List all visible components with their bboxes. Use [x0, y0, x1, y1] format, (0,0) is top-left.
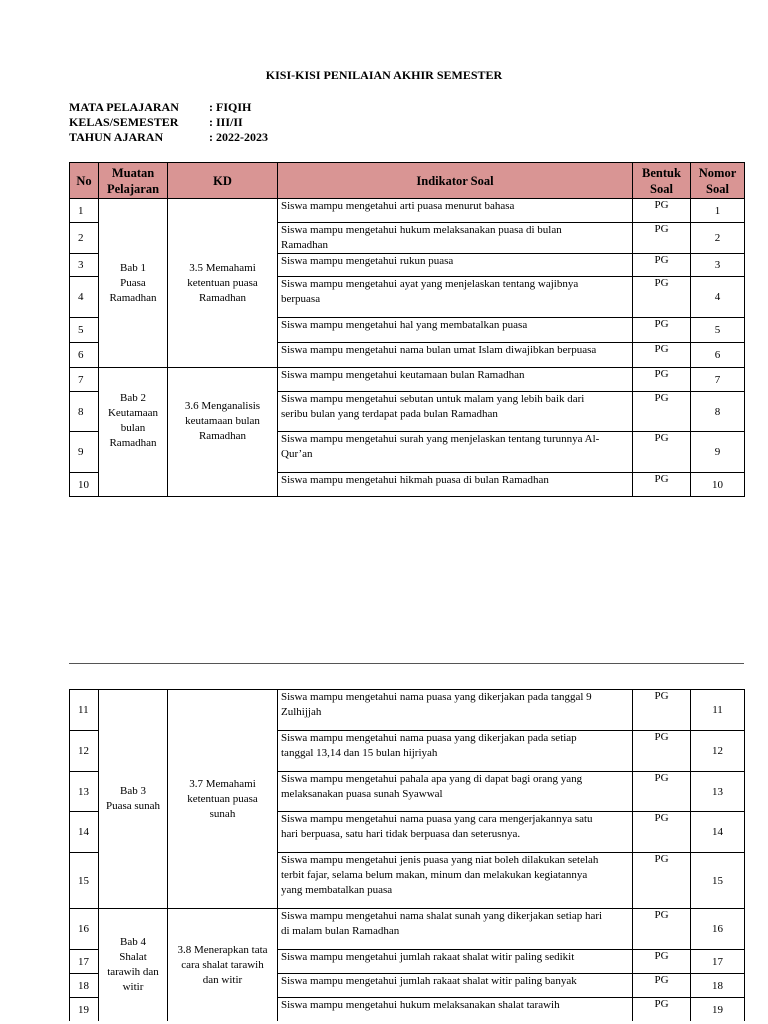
indikator-line: terbit fajar, selama belum makan, minum dan melakukan kegiatannya [281, 869, 588, 881]
bentuk-soal-cell: PG [633, 318, 691, 343]
indikator-cell [278, 343, 633, 368]
kd-cell [168, 199, 278, 368]
indikator-cell [278, 223, 633, 254]
header-bentuk-line: Bentuk [642, 165, 681, 180]
bentuk-soal-cell: PG [633, 473, 691, 497]
page-separator [69, 663, 744, 664]
row-number: 18 [70, 974, 99, 998]
muatan-line: Ramadhan [109, 291, 157, 304]
nomor-soal-cell: 16 [691, 909, 745, 950]
kd-line: 3.5 Memahami [189, 261, 256, 274]
page-gap [0, 501, 768, 663]
bentuk-soal-cell: PG [633, 974, 691, 998]
nomor-soal-cell: 4 [691, 277, 745, 318]
indikator-line: Qur’an [281, 448, 313, 460]
indikator-line: Siswa mampu mengetahui nama bulan umat Islam diwajibkan berpuasa [281, 344, 597, 356]
kd-line: cara shalat tarawih [181, 958, 264, 971]
indikator-cell [278, 974, 633, 998]
document-meta [69, 100, 268, 145]
row-number: 14 [70, 812, 99, 853]
indikator-cell [278, 392, 633, 432]
nomor-soal-cell: 6 [691, 343, 745, 368]
row-number: 8 [70, 392, 99, 432]
kd-line: keutamaan bulan [185, 414, 260, 427]
muatan-line: witir [122, 981, 144, 993]
cell-spacer [168, 444, 277, 466]
indikator-line: Siswa mampu mengetahui ayat yang menjelaskan tentang wajibnya [281, 278, 579, 290]
bentuk-soal-cell: PG [633, 998, 691, 1022]
indikator-line: Ramadhan [281, 239, 329, 251]
indikator-line: melaksanakan puasa sunah Syawwal [281, 788, 443, 800]
kd-line: Ramadhan [198, 429, 247, 442]
header-bentuk [633, 163, 691, 199]
row-number: 5 [70, 318, 99, 343]
kd-line: Ramadhan [198, 291, 247, 304]
nomor-soal-cell: 12 [691, 731, 745, 772]
nomor-soal-cell: 10 [691, 473, 745, 497]
header-nomor-line: Soal [706, 181, 729, 196]
bentuk-soal-cell: PG [633, 690, 691, 731]
muatan-line: Shalat [119, 951, 147, 963]
meta-label: MATA PELAJARAN [69, 100, 179, 114]
indikator-cell [278, 731, 633, 772]
header-muatan-line: Pelajaran [106, 181, 160, 196]
indikator-cell [278, 998, 633, 1022]
indikator-cell [278, 690, 633, 731]
muatan-line: bulan [120, 422, 146, 434]
kd-line: sunah [209, 807, 236, 820]
row-number: 17 [70, 950, 99, 974]
indikator-cell [278, 950, 633, 974]
nomor-soal-cell: 3 [691, 254, 745, 277]
cell-spacer [99, 451, 167, 473]
kd-cell [168, 368, 278, 497]
row-number: 9 [70, 432, 99, 473]
nomor-soal-cell: 9 [691, 432, 745, 473]
kd-cell [168, 909, 278, 1022]
muatan-line: Bab 4 [120, 936, 146, 948]
indikator-cell [278, 853, 633, 909]
row-number: 2 [70, 223, 99, 254]
table-row [70, 199, 745, 223]
header-muatan-line: Muatan [111, 165, 155, 180]
table-row [70, 368, 745, 392]
indikator-line: Siswa mampu mengetahui pahala apa yang di dapat bagi orang yang [281, 773, 583, 785]
muatan-line: Bab 3 [120, 785, 146, 797]
kd-line: 3.8 Menerapkan tata [177, 943, 268, 956]
muatan-line: Puasa [120, 276, 146, 289]
nomor-soal-cell: 14 [691, 812, 745, 853]
table-body-page-1 [70, 199, 745, 497]
indikator-line: Siswa mampu mengetahui jumlah rakaat shalat witir paling sedikit [281, 951, 575, 963]
indikator-cell [278, 318, 633, 343]
header-muatan [99, 163, 168, 199]
indikator-line: Siswa mampu mengetahui hal yang membatalkan puasa [281, 319, 528, 331]
header-nomor-line: Nomor [698, 165, 737, 180]
meta-row-class [69, 115, 268, 130]
bentuk-soal-cell: PG [633, 853, 691, 909]
indikator-cell [278, 432, 633, 473]
meta-value: : III/II [209, 115, 243, 129]
kd-line: 3.7 Memahami [189, 777, 256, 790]
bentuk-soal-cell: PG [633, 812, 691, 853]
indikator-line: Siswa mampu mengetahui surah yang menjelaskan tentang turunnya Al- [281, 433, 600, 445]
bentuk-soal-cell: PG [633, 432, 691, 473]
indikator-line: Siswa mampu mengetahui nama puasa yang dikerjakan pada setiap [281, 732, 577, 744]
indikator-cell [278, 473, 633, 497]
header-kd: KD [168, 163, 278, 199]
table-header-row [70, 163, 745, 199]
indikator-line: Siswa mampu mengetahui hukum melaksanakan puasa di bulan [281, 224, 562, 236]
muatan-cell [99, 199, 168, 368]
document-title: KISI-KISI PENILAIAN AKHIR SEMESTER [265, 68, 503, 82]
muatan-cell [99, 690, 168, 909]
bentuk-soal-cell: PG [633, 343, 691, 368]
indikator-line: Siswa mampu mengetahui jumlah rakaat shalat witir paling banyak [281, 975, 577, 987]
bentuk-soal-cell: PG [633, 199, 691, 223]
grid-table-page-2 [69, 689, 745, 1022]
indikator-line: di malam bulan Ramadhan [281, 925, 400, 937]
row-number: 4 [70, 277, 99, 318]
row-number: 7 [70, 368, 99, 392]
nomor-soal-cell: 18 [691, 974, 745, 998]
nomor-soal-cell: 7 [691, 368, 745, 392]
bentuk-soal-cell: PG [633, 909, 691, 950]
bentuk-soal-cell: PG [633, 772, 691, 812]
header-bentuk-line: Soal [650, 181, 673, 196]
indikator-line: seribu bulan yang terdapat pada bulan Ramadhan [281, 408, 498, 420]
muatan-line: Bab 2 [120, 392, 146, 404]
row-number: 6 [70, 343, 99, 368]
indikator-line: Siswa mampu mengetahui rukun puasa [281, 255, 454, 267]
indikator-line: Siswa mampu mengetahui nama shalat sunah yang dikerjakan setiap hari [281, 910, 603, 922]
table-row [70, 690, 745, 731]
kd-line: ketentuan puasa [187, 276, 258, 289]
indikator-line: Siswa mampu mengetahui hukum melaksanakan shalat tarawih [281, 999, 560, 1011]
table-body-page-2 [70, 690, 745, 1022]
indikator-cell [278, 812, 633, 853]
row-number: 3 [70, 254, 99, 277]
nomor-soal-cell: 2 [691, 223, 745, 254]
indikator-line: Zulhijjah [281, 706, 322, 718]
bentuk-soal-cell: PG [633, 731, 691, 772]
row-number: 11 [70, 690, 99, 731]
bentuk-soal-cell: PG [633, 950, 691, 974]
indikator-line: Siswa mampu mengetahui hikmah puasa di bulan Ramadhan [281, 474, 549, 486]
indikator-cell [278, 254, 633, 277]
meta-value: : 2022-2023 [209, 130, 268, 144]
row-number: 1 [70, 199, 99, 223]
row-number: 16 [70, 909, 99, 950]
indikator-line: Siswa mampu mengetahui jenis puasa yang niat boleh dilakukan setelah [281, 854, 599, 866]
indikator-line: tanggal 13,14 dan 15 bulan hijriyah [281, 747, 438, 759]
nomor-soal-cell: 8 [691, 392, 745, 432]
grid-table-page-1 [69, 162, 745, 497]
kd-cell [168, 690, 278, 909]
nomor-soal-cell: 1 [691, 199, 745, 223]
meta-label: TAHUN AJARAN [69, 130, 164, 144]
bentuk-soal-cell: PG [633, 392, 691, 432]
indikator-cell [278, 199, 633, 223]
row-number: 10 [70, 473, 99, 497]
muatan-line: Puasa sunah [105, 800, 161, 812]
muatan-line: Keutamaan [107, 407, 159, 419]
indikator-line: Siswa mampu mengetahui nama puasa yang cara mengerjakannya satu [281, 813, 593, 825]
muatan-line: Ramadhan [109, 437, 157, 449]
indikator-line: hari berpuasa, satu hari tidak berpuasa dan seterusnya. [281, 828, 521, 840]
row-number: 13 [70, 772, 99, 812]
indikator-line: Siswa mampu mengetahui nama puasa yang dikerjakan pada tanggal 9 [281, 691, 592, 703]
meta-label: KELAS/SEMESTER [69, 115, 179, 129]
meta-value: : FIQIH [209, 100, 252, 114]
muatan-line: tarawih dan [107, 966, 159, 978]
indikator-line: Siswa mampu mengetahui sebutan untuk malam yang lebih baik dari [281, 393, 585, 405]
bentuk-soal-cell: PG [633, 368, 691, 392]
indikator-line: Siswa mampu mengetahui keutamaan bulan Ramadhan [281, 369, 525, 381]
muatan-cell [99, 909, 168, 1022]
indikator-cell [278, 368, 633, 392]
nomor-soal-cell: 13 [691, 772, 745, 812]
bentuk-soal-cell: PG [633, 254, 691, 277]
indikator-line: berpuasa [281, 293, 321, 305]
muatan-line: Bab 1 [120, 261, 146, 274]
indikator-line: yang membatalkan puasa [281, 884, 393, 896]
nomor-soal-cell: 19 [691, 998, 745, 1022]
header-no: No [70, 163, 99, 199]
table-row [70, 909, 745, 950]
indikator-cell [278, 772, 633, 812]
kd-line: dan witir [202, 973, 243, 986]
header-indikator: Indikator Soal [278, 163, 633, 199]
nomor-soal-cell: 17 [691, 950, 745, 974]
bentuk-soal-cell: PG [633, 277, 691, 318]
bentuk-soal-cell: PG [633, 223, 691, 254]
nomor-soal-cell: 11 [691, 690, 745, 731]
indikator-cell [278, 277, 633, 318]
meta-row-subject [69, 100, 268, 115]
header-nomor [691, 163, 745, 199]
row-number: 15 [70, 853, 99, 909]
indikator-line: Siswa mampu mengetahui arti puasa menurut bahasa [281, 200, 515, 212]
row-number: 12 [70, 731, 99, 772]
nomor-soal-cell: 15 [691, 853, 745, 909]
meta-row-year [69, 130, 268, 145]
nomor-soal-cell: 5 [691, 318, 745, 343]
muatan-cell [99, 368, 168, 497]
kd-line: 3.6 Menganalisis [184, 399, 261, 412]
indikator-cell [278, 909, 633, 950]
row-number: 19 [70, 998, 99, 1022]
kd-line: ketentuan puasa [187, 792, 258, 805]
